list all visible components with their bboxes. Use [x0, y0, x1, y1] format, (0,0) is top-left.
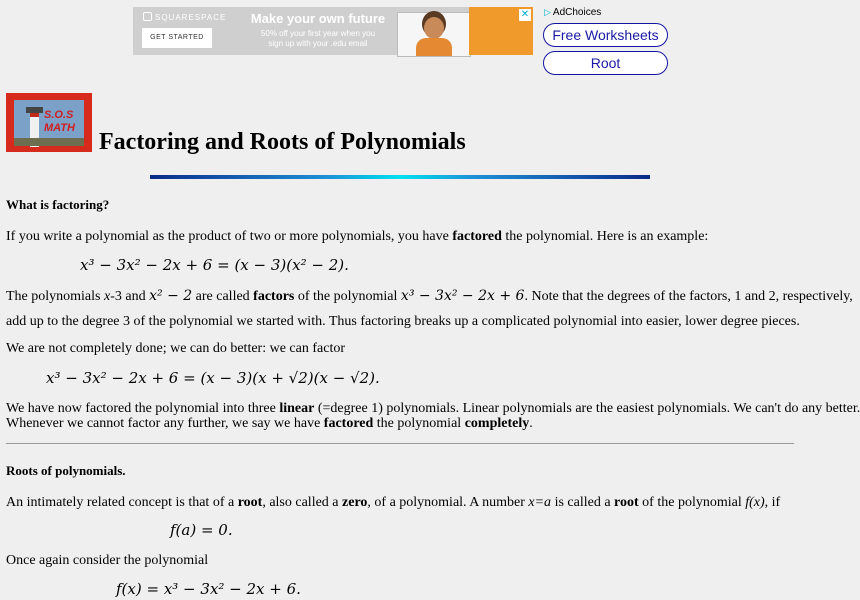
paragraph-intro: [6, 229, 708, 245]
paragraph-root-definition: [6, 495, 780, 511]
section-heading-roots: Roots of polynomials.: [6, 463, 126, 478]
bold-term: factors: [253, 289, 295, 304]
ad-brand-text: SQUARESPACE: [155, 13, 227, 22]
ad-banner[interactable]: [133, 7, 533, 55]
ad-headline: Make your own future: [250, 11, 386, 26]
paragraph-completely: [6, 416, 533, 432]
title-gradient-bar: [150, 175, 650, 179]
bold-term: root: [614, 495, 639, 510]
text-span: (=degree 1) polynomials. Linear polynomials are the easiest polynomials. We can't do any better.: [314, 401, 860, 416]
text-span: , also called a: [262, 495, 343, 510]
ad-subline: [228, 29, 408, 49]
ad-close-icon[interactable]: ✕: [520, 9, 530, 20]
root-button[interactable]: Root: [543, 51, 668, 75]
text-span: If you write a polynomial as the product of two or more polynomials, you have: [6, 229, 453, 244]
logo-text: [44, 109, 75, 135]
text-span: of the polynomial: [638, 495, 746, 510]
sos-math-logo[interactable]: [6, 93, 92, 152]
text-span: , if: [764, 495, 781, 510]
text-span: is called a: [551, 495, 615, 510]
ad-subline-2: sign up with your .edu email: [268, 39, 368, 48]
paragraph-consider: Once again consider the polynomial: [6, 553, 209, 568]
ad-brand: [143, 12, 226, 22]
bold-term: factored: [452, 229, 502, 244]
bold-term: zero: [342, 495, 368, 510]
text-span: The polynomials: [6, 289, 104, 304]
ad-photo-face: [424, 17, 444, 39]
bold-term: linear: [279, 401, 315, 416]
logo-image: [14, 100, 84, 146]
equation-root-condition: f(a) = 0.: [170, 521, 233, 539]
inline-math: x² − 2: [149, 288, 193, 304]
text-span: of the polynomial: [294, 289, 401, 304]
logo-text-2: MATH: [44, 122, 75, 134]
text-span: are called: [192, 289, 254, 304]
text-span: .: [529, 416, 533, 431]
paragraph-linear: [6, 401, 860, 417]
equation-polynomial: f(x) = x³ − 3x² − 2x + 6.: [116, 580, 301, 598]
section-divider: [6, 443, 794, 444]
ad-cta-button[interactable]: GET STARTED: [142, 28, 212, 48]
text-span: We have now factored the polynomial into three: [6, 401, 280, 416]
page-title: Factoring and Roots of Polynomials: [99, 129, 466, 155]
adchoices-icon: ▷: [544, 7, 551, 17]
text-span: -3 and: [110, 289, 150, 304]
equation-factoring-example: x³ − 3x² − 2x + 6 = (x − 3)(x² − 2).: [80, 256, 349, 274]
inline-math: x³ − 3x² − 2x + 6: [400, 288, 525, 304]
text-span: An intimately related concept is that of a: [6, 495, 238, 510]
section-heading-factoring: What is factoring?: [6, 197, 110, 212]
squarespace-logo-icon: [143, 12, 152, 21]
text-span: . Note that the degrees of the factors, 1 and 2, respectively,: [524, 289, 853, 304]
bold-term: completely: [464, 416, 530, 431]
logo-ground: [14, 138, 84, 146]
logo-text-1: S.O.S: [44, 109, 74, 121]
ad-subline-1: 50% off your first year when you: [260, 29, 376, 38]
equation-complete-factoring: x³ − 3x² − 2x + 6 = (x − 3)(x + √2)(x − √2).: [46, 369, 380, 387]
text-span: , of a polynomial. A number: [367, 495, 529, 510]
italic-variable: f(x): [745, 495, 765, 510]
text-span: the polynomial: [373, 416, 465, 431]
paragraph-factors: [6, 288, 853, 305]
italic-variable: x: [104, 289, 111, 304]
paragraph-degrees: add up to the degree 3 of the polynomial we started with. Thus factoring breaks up a complicated polynomial into easier, lower degree pieces.: [6, 314, 800, 329]
free-worksheets-button[interactable]: Free Worksheets: [543, 23, 668, 47]
text-span: Whenever we cannot factor any further, we say we have: [6, 416, 324, 431]
ad-photo-body: [416, 38, 452, 56]
ad-photo: [397, 12, 471, 57]
text-span: the polynomial. Here is an example:: [501, 229, 709, 244]
bold-term: root: [237, 495, 263, 510]
adchoices-link[interactable]: [544, 7, 601, 18]
paragraph-better: We are not completely done; we can do better: we can factor: [6, 341, 345, 356]
adchoices-label: AdChoices: [552, 7, 602, 18]
italic-variable: x=a: [528, 495, 552, 510]
bold-term: factored: [323, 416, 374, 431]
